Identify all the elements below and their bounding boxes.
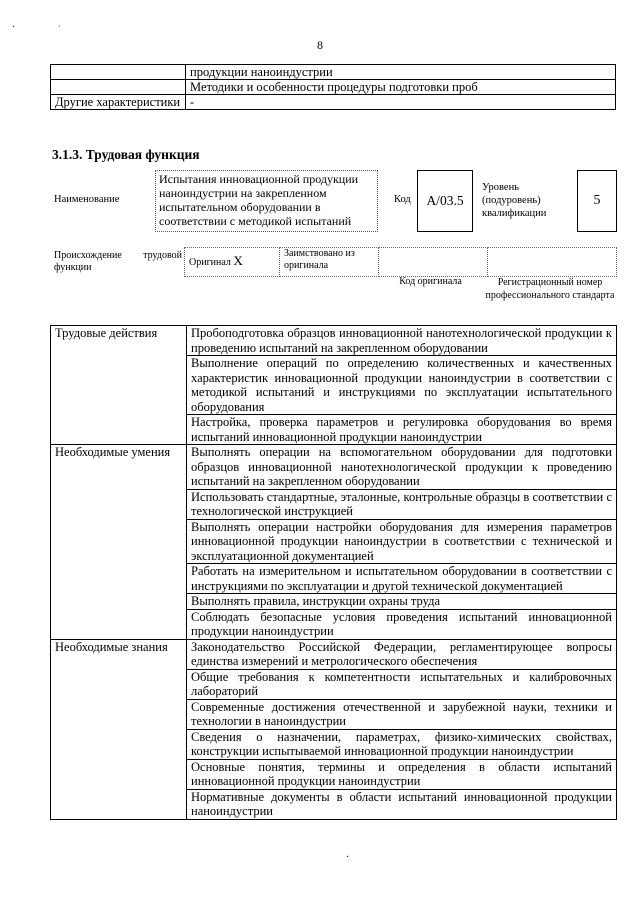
table-cell: Современные достижения отечественной и зарубежной науки, техники и технологии в наноиндустрии: [187, 699, 617, 729]
table-cell: Использовать стандартные, эталонные, контрольные образцы в соответствии с технологической инструкцией: [187, 489, 617, 519]
row-label: Другие характеристики: [51, 95, 186, 110]
qualification-level-label: Уровень (подуровень) квалификации: [482, 182, 547, 219]
page-number: 8: [317, 38, 323, 52]
code-original-cell: [379, 248, 488, 277]
table-cell: Нормативные документы в области испытаний инновационной продукции наноиндустрии: [187, 789, 617, 819]
borrowed-cell: Заимствовано из оригинала: [280, 248, 379, 277]
table-row: [51, 65, 616, 80]
table-cell: Выполнять правила, инструкции охраны труда: [187, 594, 617, 610]
table-cell: Законодательство Российской Федерации, регламентирующее вопросы единства измерений и метрологического обеспечения: [187, 639, 617, 669]
original-mark: X: [233, 253, 243, 268]
reg-number-cell: [488, 248, 617, 277]
scan-artifact-dot: ·: [58, 22, 61, 31]
qualification-level-value: 5: [577, 170, 617, 232]
origin-label: Происхождение трудовой функции: [54, 250, 182, 273]
table-row: [51, 445, 617, 490]
table-cell: Выполнять операции настройки оборудования для измерения параметров инновационной продукции наноиндустрии в соответствии с технической и эксплуатационной документацией: [187, 519, 617, 564]
scan-artifact-dot: ·: [12, 22, 16, 33]
table-cell: Общие требования к компетентности испытательных и калибровочных лабораторий: [187, 669, 617, 699]
name-label: Наименование: [54, 194, 120, 205]
function-code-value: A/03.5: [417, 170, 473, 232]
group-title: Необходимые умения: [51, 445, 187, 640]
labor-function-table: [50, 325, 617, 820]
table-cell: Выполнять операции на вспомогательном оборудовании для подготовки образцов инновационной нанотехнологической продукции к проведению испытаний на закрепленном оборудовании: [187, 445, 617, 490]
previous-function-table: [50, 64, 616, 110]
table-row: [51, 326, 617, 356]
reg-number-caption: Регистрационный номер профессионального стандарта: [485, 277, 615, 301]
table-row: [51, 95, 616, 110]
table-cell: Методики и особенности процедуры подготовки проб: [186, 80, 616, 95]
scan-artifact-dot: ·: [346, 852, 350, 863]
function-name-value: Испытания инновационной продукции наноиндустрии на закрепленном испытательном оборудовании в соответствии с методикой испытаний: [155, 170, 378, 232]
group-title: Необходимые знания: [51, 639, 187, 819]
group-title: Трудовые действия: [51, 326, 187, 445]
table-cell: Основные понятия, термины и определения в области испытаний инновационной продукции наноиндустрии: [187, 759, 617, 789]
original-cell: [185, 248, 280, 277]
table-cell: Пробоподготовка образцов инновационной нанотехнологической продукции к проведению испытаний на закрепленном оборудовании: [187, 326, 617, 356]
row-label: [51, 65, 186, 80]
original-label: Оригинал: [189, 257, 231, 268]
table-cell: Работать на измерительном и испытательном оборудовании в соответствии с инструкциями по эксплуатации и другой технической документацией: [187, 564, 617, 594]
table-cell: продукции наноиндустрии: [186, 65, 616, 80]
table-row: [51, 639, 617, 669]
table-cell: -: [186, 95, 616, 110]
table-cell: Настройка, проверка параметров и регулировка оборудования во время испытаний инновационной продукции наноиндустрии: [187, 415, 617, 445]
origin-table: [184, 247, 617, 277]
table-cell: Сведения о назначении, параметрах, физико-химических свойствах, конструкции испытываемой инновационной продукции наноиндустрии: [187, 729, 617, 759]
table-cell: Выполнение операций по определению количественных и качественных характеристик инновационной продукции наноиндустрии в соответствии с методикой испытаний и инструкциями по эксплуатации испытательного оборудования: [187, 356, 617, 415]
row-label: [51, 80, 186, 95]
table-row: [51, 80, 616, 95]
code-original-caption: Код оригинала: [399, 276, 462, 287]
table-row: [185, 248, 617, 277]
code-label: Код: [394, 194, 411, 205]
table-cell: Соблюдать безопасные условия проведения испытаний инновационной продукции наноиндустрии: [187, 609, 617, 639]
section-heading: 3.1.3. Трудовая функция: [52, 147, 200, 162]
